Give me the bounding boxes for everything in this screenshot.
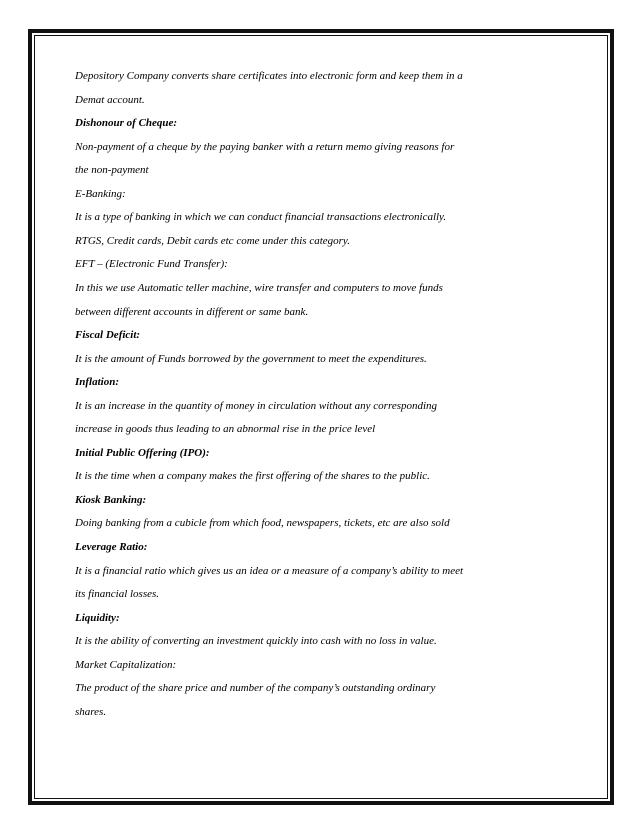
term-heading: Kiosk Banking: — [75, 493, 147, 506]
text-line: E-Banking: — [75, 187, 126, 200]
text-line: between different accounts in different or same bank. — [75, 305, 309, 318]
term-heading: Initial Public Offering (IPO): — [75, 446, 210, 459]
text-line: Demat account. — [75, 93, 145, 106]
text-line: Market Capitalization: — [75, 658, 177, 671]
term-heading: Fiscal Deficit: — [75, 329, 141, 342]
term-heading: Dishonour of Cheque: — [75, 117, 178, 130]
text-line: The product of the share price and number of the company’s outstanding ordinary — [75, 682, 436, 695]
text-line: the non-payment — [75, 164, 149, 177]
term-heading: Liquidity: — [75, 611, 120, 624]
text-line: It is an increase in the quantity of money in circulation without any corresponding — [75, 399, 438, 412]
text-line: EFT – (Electronic Fund Transfer): — [75, 258, 228, 271]
text-line: Doing banking from a cubicle from which food, newspapers, tickets, etc are also sold — [75, 517, 450, 530]
text-line: Non-payment of a cheque by the paying banker with a return memo giving reasons for — [75, 140, 455, 153]
term-heading: Inflation: — [75, 376, 120, 389]
text-line: It is the time when a company makes the first offering of the shares to the public. — [75, 470, 430, 483]
term-heading: Leverage Ratio: — [75, 541, 148, 553]
text-line: increase in goods thus leading to an abnormal rise in the price level — [75, 423, 376, 436]
text-line: Depository Company converts share certificates into electronic form and keep them in a — [75, 70, 463, 82]
text-line: RTGS, Credit cards, Debit cards etc come under this category. — [75, 234, 350, 247]
text-line: It is a type of banking in which we can conduct financial transactions electronically. — [75, 211, 447, 224]
text-line: In this we use Automatic teller machine, wire transfer and computers to move funds — [75, 281, 443, 294]
text-line: It is the ability of converting an investment quickly into cash with no loss in value. — [75, 635, 437, 648]
text-line: It is the amount of Funds borrowed by the government to meet the expenditures. — [75, 352, 427, 365]
text-line: shares. — [75, 705, 107, 718]
text-line: its financial losses. — [75, 588, 160, 601]
text-line: It is a financial ratio which gives us an idea or a measure of a company’s ability to meet — [75, 564, 464, 577]
